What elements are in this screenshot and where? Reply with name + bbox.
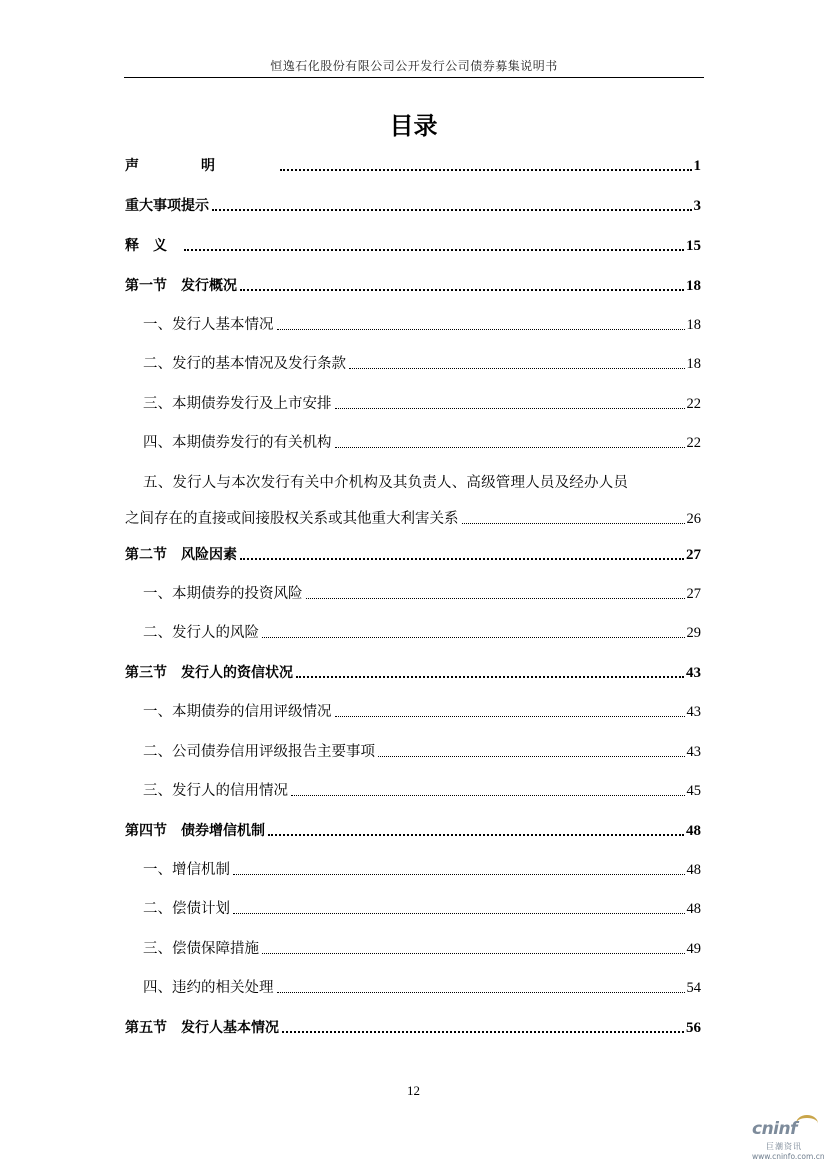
logo-url: www.cninfo.com.cn	[752, 1152, 825, 1161]
toc-subsection-entry[interactable]	[125, 939, 701, 959]
toc-entry-page: 22	[686, 435, 701, 451]
toc-entry-label: 二、偿债计划	[143, 901, 230, 917]
toc-dot-leader	[335, 447, 685, 448]
toc-entry-page: 27	[686, 547, 701, 563]
toc-entry-page: 56	[686, 1020, 701, 1036]
toc-section-entry[interactable]	[125, 821, 701, 841]
toc-entry-label: 第一节 发行概况	[125, 278, 237, 294]
toc-entry-label: 四、本期债券发行的有关机构	[143, 435, 332, 451]
toc-entry-label: 一、本期债券的信用评级情况	[143, 704, 332, 720]
toc-entry-page: 48	[686, 823, 701, 839]
toc-dot-leader	[233, 913, 685, 914]
toc-entry-page: 29	[686, 625, 701, 641]
toc-entry-page: 49	[686, 941, 701, 957]
cninfo-logo	[744, 1115, 824, 1165]
toc-entry-page: 43	[686, 744, 701, 760]
toc-dot-leader	[462, 523, 685, 524]
toc-entry-label: 三、发行人的信用情况	[143, 783, 288, 799]
toc-entry-page: 1	[693, 158, 701, 174]
toc-dot-leader	[335, 408, 685, 409]
toc-dot-leader	[335, 716, 685, 717]
toc-entry-page: 26	[686, 511, 701, 527]
toc-subsection-entry[interactable]	[125, 702, 701, 722]
toc-subsection-entry[interactable]	[125, 623, 701, 643]
toc-subsection-entry[interactable]	[125, 860, 701, 880]
toc-entry-label: 一、增信机制	[143, 862, 230, 878]
toc-subsection-entry[interactable]	[125, 394, 701, 414]
toc-entry-label: 第三节 发行人的资信状况	[125, 665, 293, 681]
logo-subtitle: 巨潮资讯	[766, 1142, 802, 1151]
toc-entry-label: 三、本期债券发行及上市安排	[143, 396, 332, 412]
toc-entry-page: 43	[686, 704, 701, 720]
toc-dot-leader	[280, 169, 692, 171]
toc-entry-page: 3	[693, 198, 701, 214]
toc-entry-label: 重大事项提示	[125, 198, 209, 214]
toc-dot-leader	[240, 289, 684, 291]
toc-entry-page: 18	[686, 356, 701, 372]
toc-dot-leader	[277, 992, 685, 993]
page-title: 目录	[389, 112, 438, 140]
toc-dot-leader	[262, 637, 685, 638]
toc-entry-label: 一、本期债券的投资风险	[143, 586, 303, 602]
toc-entry-page: 43	[686, 665, 701, 681]
toc-dot-leader	[306, 598, 685, 599]
toc-dot-leader	[378, 756, 685, 757]
toc-entry-page: 48	[686, 901, 701, 917]
running-header: 恒逸石化股份有限公司公开发行公司债券募集说明书	[270, 59, 558, 73]
toc-dot-leader	[240, 558, 684, 560]
toc-dot-leader	[282, 1031, 684, 1033]
toc-entry-label-line1: 五、发行人与本次发行有关中介机构及其负责人、高级管理人员及经办人员	[143, 475, 629, 491]
toc-entry-label: 第二节 风险因素	[125, 547, 237, 563]
logo-brand: cninf	[752, 1119, 798, 1139]
page-number: 12	[407, 1083, 420, 1098]
toc-subsection-entry[interactable]	[125, 433, 701, 453]
toc-subsection-entry[interactable]	[125, 509, 701, 529]
toc-dot-leader	[277, 329, 685, 330]
header-rule	[124, 77, 704, 78]
toc-section-entry[interactable]	[125, 663, 701, 683]
toc-entry-page: 54	[686, 980, 701, 996]
toc-section-entry[interactable]	[125, 156, 701, 176]
toc-entry-label: 二、发行的基本情况及发行条款	[143, 356, 346, 372]
toc-subsection-entry[interactable]	[125, 978, 701, 998]
toc-dot-leader	[291, 795, 685, 796]
toc-section-entry[interactable]	[125, 276, 701, 296]
toc-entry-page: 18	[686, 278, 701, 294]
toc-entry-page: 45	[686, 783, 701, 799]
toc-entry-label: 二、公司债券信用评级报告主要事项	[143, 744, 375, 760]
toc-subsection-entry[interactable]	[125, 742, 701, 762]
toc-dot-leader	[184, 249, 684, 251]
toc-entry-label: 二、发行人的风险	[143, 625, 259, 641]
toc-entry-page: 18	[686, 317, 701, 333]
toc-entry-label: 释义	[125, 238, 181, 254]
toc-entry-label: 第五节 发行人基本情况	[125, 1020, 279, 1036]
toc-entry-page: 15	[686, 238, 701, 254]
toc-entry-label: 之间存在的直接或间接股权关系或其他重大利害关系	[125, 511, 459, 527]
toc-dot-leader	[262, 953, 685, 954]
toc-entry-label: 一、发行人基本情况	[143, 317, 274, 333]
logo-arc-icon	[796, 1115, 818, 1132]
toc-entry-page: 22	[686, 396, 701, 412]
toc-subsection-entry[interactable]	[125, 781, 701, 801]
toc-dot-leader	[296, 676, 684, 678]
toc-dot-leader	[212, 209, 692, 211]
toc-dot-leader	[268, 834, 684, 836]
toc-section-entry[interactable]	[125, 1018, 701, 1038]
toc-entry-label: 三、偿债保障措施	[143, 941, 259, 957]
toc-entry-page: 27	[686, 586, 701, 602]
toc-subsection-entry[interactable]	[125, 584, 701, 604]
toc-entry-label: 声明	[125, 158, 277, 174]
toc-section-entry[interactable]	[125, 196, 701, 216]
toc-section-entry[interactable]	[125, 545, 701, 565]
toc-section-entry[interactable]	[125, 236, 701, 256]
toc-subsection-entry[interactable]	[125, 354, 701, 374]
toc-dot-leader	[349, 368, 685, 369]
toc-entry-label: 第四节 债券增信机制	[125, 823, 265, 839]
toc-entry-label: 四、违约的相关处理	[143, 980, 274, 996]
toc-subsection-entry[interactable]	[125, 899, 701, 919]
toc-subsection-entry[interactable]	[125, 315, 701, 335]
toc-dot-leader	[233, 874, 685, 875]
toc-entry-page: 48	[686, 862, 701, 878]
